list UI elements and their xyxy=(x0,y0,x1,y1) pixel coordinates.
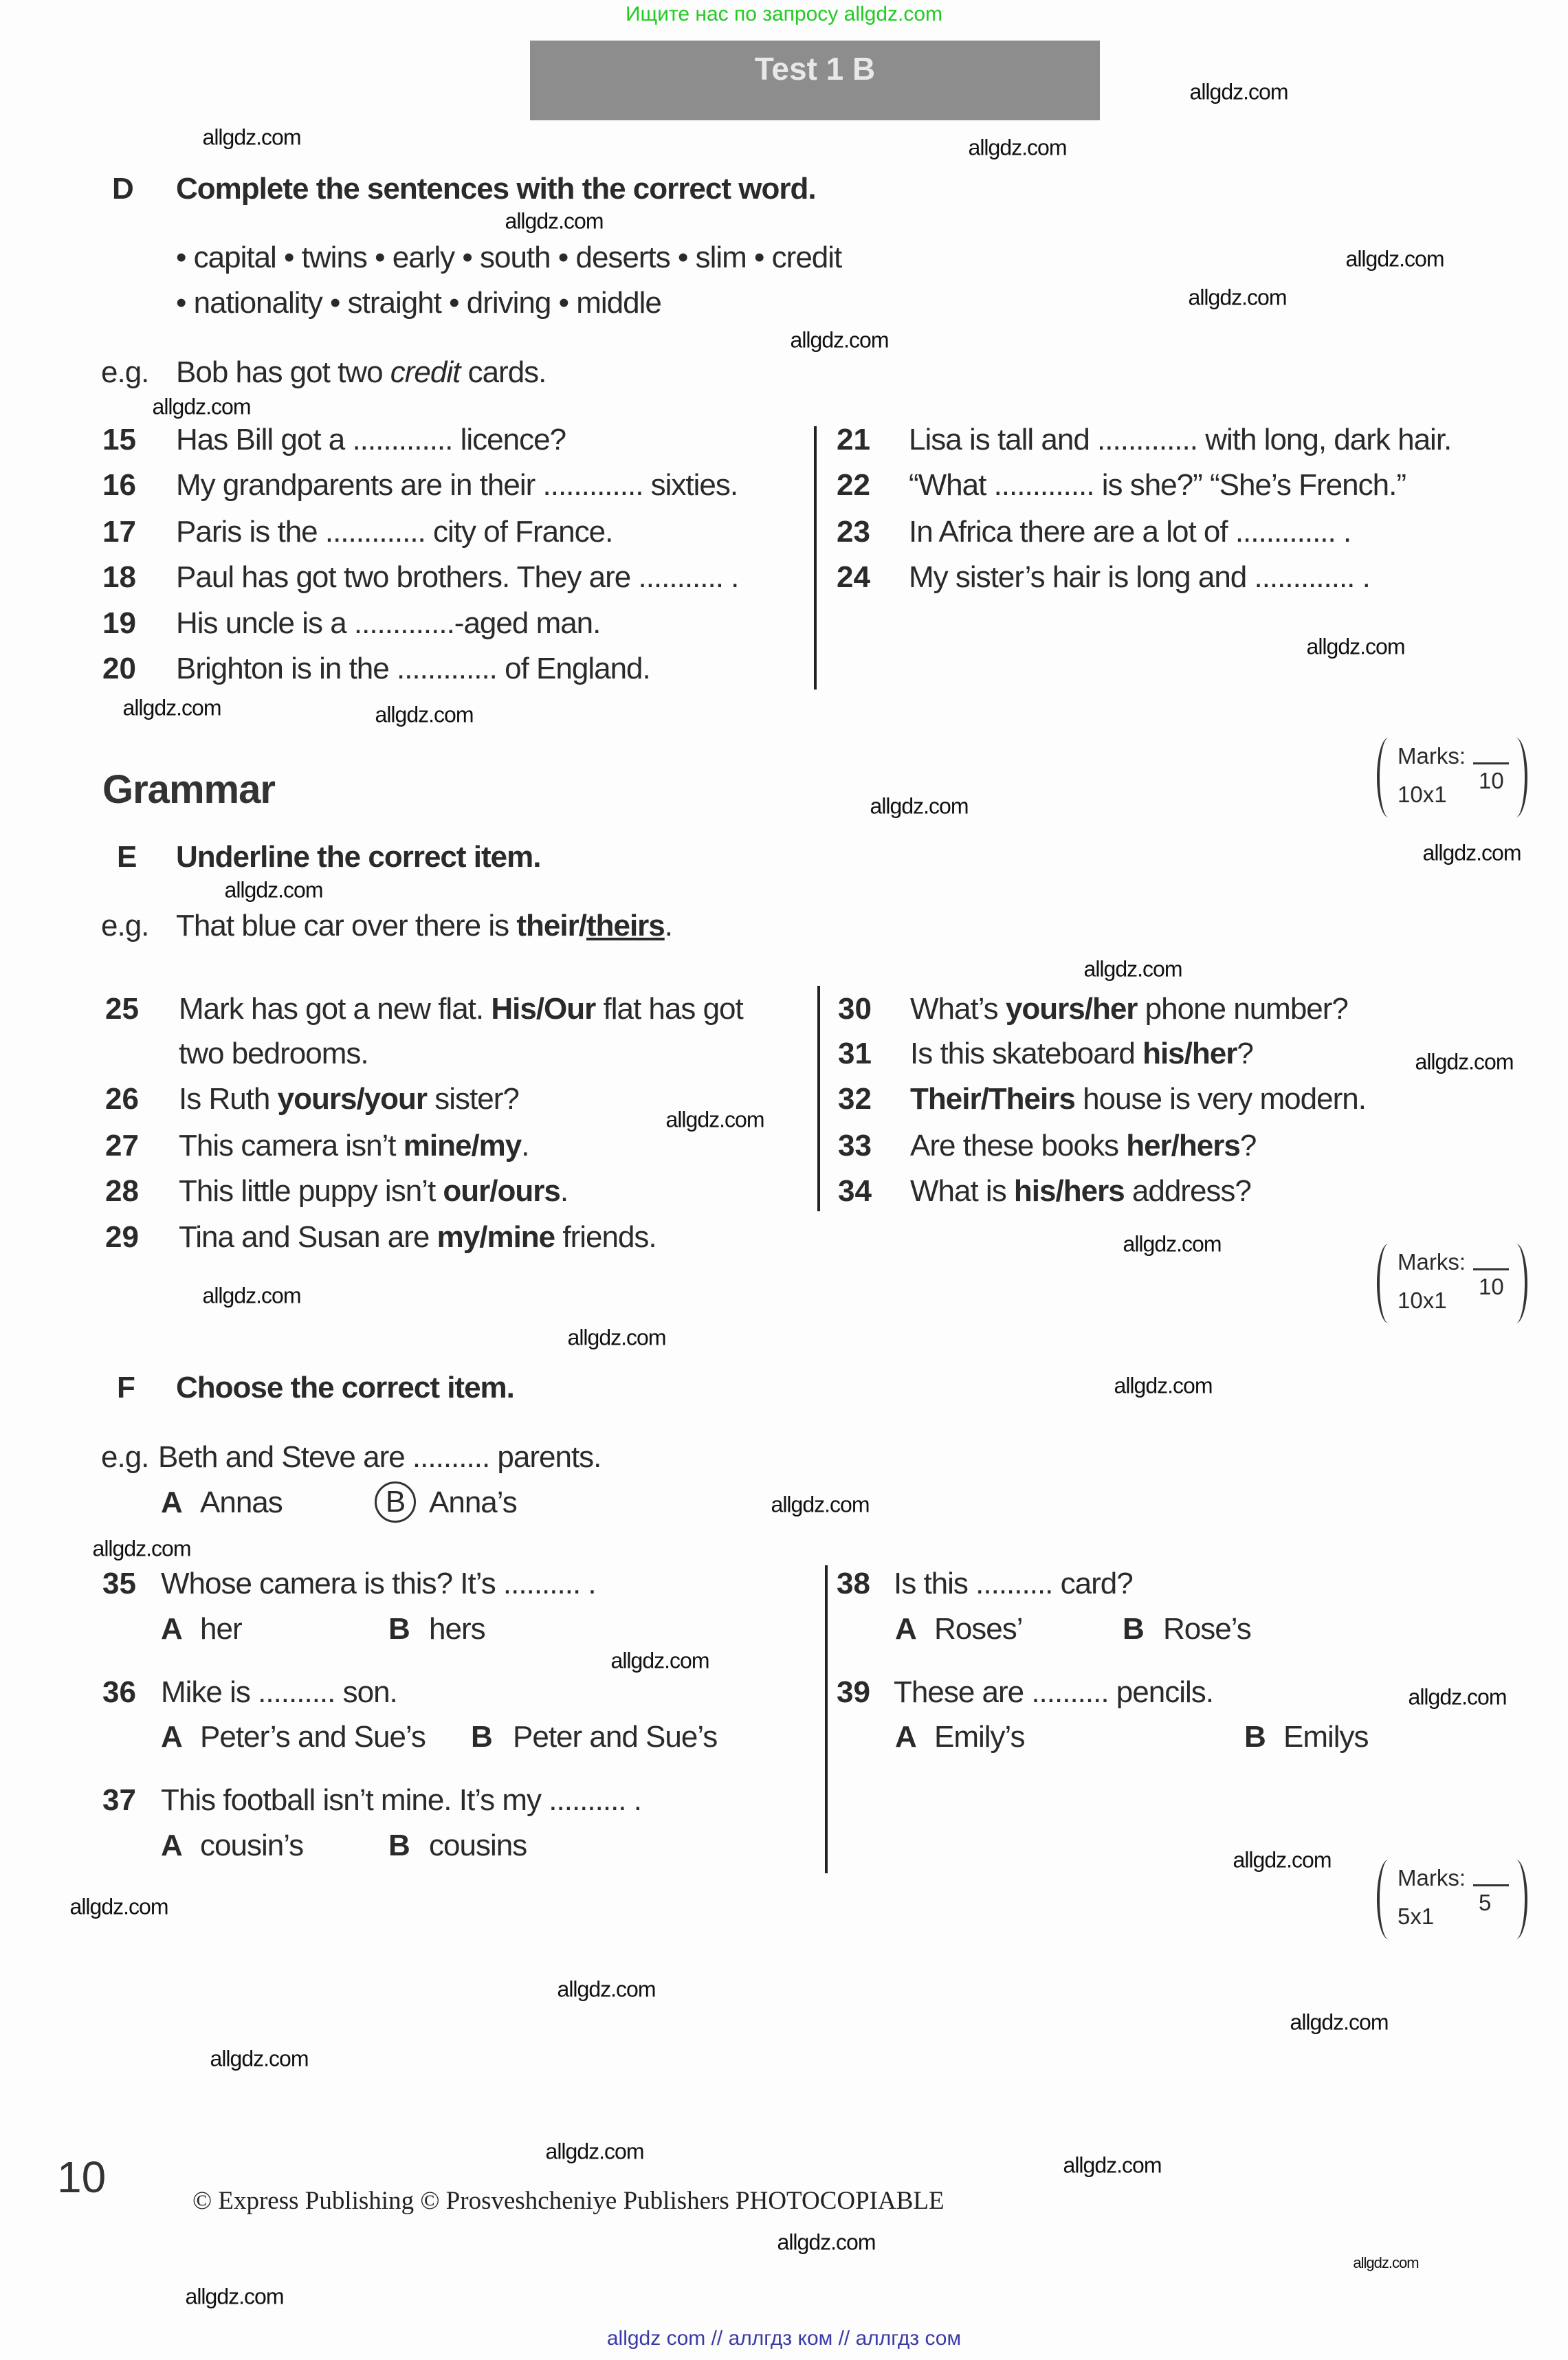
question-text: Whose camera is this? It’s .......... . xyxy=(161,1567,596,1600)
page-number: 10 xyxy=(57,2152,107,2202)
marks-label: Marks: xyxy=(1398,1865,1466,1890)
question-number: 28 xyxy=(105,1174,139,1208)
question-number: 37 xyxy=(102,1783,136,1817)
question-number: 36 xyxy=(102,1675,136,1709)
question-number: 35 xyxy=(102,1567,136,1600)
watermark: allgdz.com xyxy=(1290,2009,1389,2035)
question-number: 21 xyxy=(837,423,870,456)
question-text: Is this .......... card? xyxy=(894,1567,1133,1600)
question-text[interactable]: My grandparents are in their ............. sixties. xyxy=(176,468,738,502)
watermark: allgdz.com xyxy=(567,1325,666,1350)
example-label: e.g. xyxy=(101,355,149,389)
watermark: allgdz.com xyxy=(1353,2254,1419,2271)
column-divider xyxy=(817,986,820,1211)
option-letter: A xyxy=(161,1486,183,1519)
column-divider xyxy=(814,426,817,690)
option-b[interactable]: cousins xyxy=(429,1829,527,1862)
question-number: 15 xyxy=(102,423,136,456)
option-b-letter[interactable]: B xyxy=(1123,1612,1145,1646)
option-a[interactable]: cousin’s xyxy=(200,1829,304,1862)
question-text[interactable]: Paul has got two brothers. They are ........... . xyxy=(176,560,739,594)
watermark: allgdz.com xyxy=(69,1894,168,1919)
option-b-letter[interactable]: B xyxy=(388,1612,410,1646)
question-number: 32 xyxy=(838,1082,872,1116)
bottom-watermark-line[interactable]: allgdz com // аллгдз ком // аллгдз сом xyxy=(606,2327,962,2350)
option-a[interactable]: Peter’s and Sue’s xyxy=(200,1720,426,1754)
question-text-continued: two bedrooms. xyxy=(179,1037,368,1070)
marks-max: 10 xyxy=(1479,1274,1504,1299)
question-number: 27 xyxy=(105,1129,139,1162)
section-letter: E xyxy=(117,840,137,874)
question-text: This football isn’t mine. It’s my .......... . xyxy=(161,1783,641,1817)
question-number: 25 xyxy=(105,992,139,1026)
watermark: allgdz.com xyxy=(968,135,1067,160)
question-text[interactable]: His uncle is a .............-aged man. xyxy=(176,606,601,640)
question-number: 30 xyxy=(838,992,872,1026)
question-text[interactable]: Paris is the ............. city of France. xyxy=(176,515,613,549)
question-text[interactable]: This little puppy isn’t our/ours. xyxy=(179,1174,568,1208)
word-bank-line: • nationality • straight • driving • middle xyxy=(176,286,661,320)
section-instruction: Choose the correct item. xyxy=(176,1371,514,1404)
marks-label: Marks: xyxy=(1398,1249,1466,1275)
option-a-letter[interactable]: A xyxy=(161,1612,183,1646)
watermark: allgdz.com xyxy=(1083,956,1182,982)
watermark: allgdz.com xyxy=(202,1283,301,1308)
section-instruction: Underline the correct item. xyxy=(176,840,541,874)
marks-calc: 10x1 xyxy=(1398,1288,1447,1313)
option-a[interactable]: Emily’s xyxy=(934,1720,1025,1754)
watermark: allgdz.com xyxy=(375,702,474,727)
watermark: allgdz.com xyxy=(1345,246,1444,272)
watermark: allgdz.com xyxy=(777,2229,876,2255)
watermark: allgdz.com xyxy=(224,877,323,903)
marks-box xyxy=(1377,1860,1527,1942)
option-a-letter[interactable]: A xyxy=(161,1720,183,1754)
example-sentence: Beth and Steve are .......... parents. xyxy=(158,1440,601,1474)
watermark: allgdz.com xyxy=(1114,1373,1213,1398)
option-b-letter[interactable]: B xyxy=(1244,1720,1266,1754)
question-number: 39 xyxy=(837,1675,870,1709)
option-a[interactable]: Roses’ xyxy=(934,1612,1023,1646)
option-b[interactable]: hers xyxy=(429,1612,485,1646)
option-b-letter[interactable]: B xyxy=(471,1720,493,1754)
question-number: 26 xyxy=(105,1082,139,1116)
watermark: allgdz.com xyxy=(1189,79,1288,104)
watermark: allgdz.com xyxy=(610,1648,709,1673)
question-number: 38 xyxy=(837,1567,870,1600)
question-text[interactable]: Has Bill got a ............. licence? xyxy=(176,423,566,456)
option-a[interactable]: her xyxy=(200,1612,242,1646)
question-text[interactable]: Is Ruth yours/your sister? xyxy=(179,1082,519,1116)
example-sentence: That blue car over there is their/theirs. xyxy=(176,909,672,942)
watermark: allgdz.com xyxy=(1123,1231,1222,1257)
section-letter: F xyxy=(117,1371,135,1404)
option-b[interactable]: Peter and Sue’s xyxy=(513,1720,718,1754)
watermark: allgdz.com xyxy=(185,2284,284,2309)
question-text[interactable]: Tina and Susan are my/mine friends. xyxy=(179,1220,656,1254)
question-text[interactable]: What’s yours/her phone number? xyxy=(910,992,1348,1026)
option-b-letter[interactable]: B xyxy=(388,1829,410,1862)
watermark: allgdz.com xyxy=(665,1107,764,1132)
grammar-heading: Grammar xyxy=(102,767,275,812)
question-number: 23 xyxy=(837,515,870,549)
question-number: 29 xyxy=(105,1220,139,1254)
watermark: allgdz.com xyxy=(790,327,889,353)
marks-label: Marks: xyxy=(1398,743,1466,769)
question-text[interactable]: “What ............. is she?” “She’s French.” xyxy=(909,468,1406,502)
option-b[interactable]: Rose’s xyxy=(1163,1612,1251,1646)
top-search-banner[interactable]: Ищите нас по запросу allgdz.com xyxy=(625,3,943,25)
option-letter-circled: B xyxy=(375,1481,416,1523)
option-a-letter[interactable]: A xyxy=(895,1612,917,1646)
watermark: allgdz.com xyxy=(1188,285,1287,310)
watermark: allgdz.com xyxy=(771,1492,870,1517)
question-number: 33 xyxy=(838,1129,872,1162)
option-b[interactable]: Emilys xyxy=(1283,1720,1369,1754)
marks-box xyxy=(1377,1244,1527,1326)
marks-max: 10 xyxy=(1479,768,1504,793)
column-divider xyxy=(825,1565,828,1873)
watermark: allgdz.com xyxy=(210,2046,309,2071)
watermark: allgdz.com xyxy=(122,695,221,720)
test-title-box xyxy=(530,41,1100,120)
example-label: e.g. xyxy=(101,1440,149,1474)
watermark: allgdz.com xyxy=(152,394,251,419)
watermark: allgdz.com xyxy=(1408,1684,1507,1710)
question-text[interactable]: Their/Theirs house is very modern. xyxy=(910,1082,1366,1116)
marks-box xyxy=(1377,738,1527,820)
marks-max: 5 xyxy=(1479,1890,1492,1915)
watermark: allgdz.com xyxy=(1063,2152,1162,2178)
question-text: These are .......... pencils. xyxy=(894,1675,1213,1709)
question-number: 16 xyxy=(102,468,136,502)
option-a-letter[interactable]: A xyxy=(895,1720,917,1754)
watermark: allgdz.com xyxy=(1415,1049,1514,1074)
watermark: allgdz.com xyxy=(505,208,604,234)
watermark: allgdz.com xyxy=(557,1976,656,2002)
question-number: 17 xyxy=(102,515,136,549)
watermark: allgdz.com xyxy=(1422,840,1521,865)
test-title: Test 1 B xyxy=(754,51,876,87)
question-text: Mike is .......... son. xyxy=(161,1675,397,1709)
question-text[interactable]: In Africa there are a lot of ............. . xyxy=(909,515,1351,549)
watermark: allgdz.com xyxy=(202,124,301,150)
example-sentence: Bob has got two credit cards. xyxy=(176,355,546,389)
question-number: 31 xyxy=(838,1037,872,1070)
question-number: 18 xyxy=(102,560,136,594)
question-text[interactable]: Mark has got a new flat. His/Our flat has got xyxy=(179,992,743,1026)
watermark: allgdz.com xyxy=(545,2139,644,2164)
question-text[interactable]: Is this skateboard his/her? xyxy=(910,1037,1253,1070)
watermark: allgdz.com xyxy=(870,793,969,819)
question-number: 34 xyxy=(838,1174,872,1208)
question-text[interactable]: Brighton is in the ............. of England. xyxy=(176,652,650,685)
option-text: Anna’s xyxy=(429,1486,517,1519)
question-text[interactable]: What is his/hers address? xyxy=(910,1174,1251,1208)
question-text[interactable]: Are these books her/hers? xyxy=(910,1129,1257,1162)
marks-calc: 10x1 xyxy=(1398,782,1447,807)
word-bank-line: • capital • twins • early • south • deserts • slim • credit xyxy=(176,241,842,274)
copyright-footer: © Express Publishing © Prosveshcheniye Publishers PHOTOCOPIABLE xyxy=(192,2187,945,2215)
question-number: 24 xyxy=(837,560,870,594)
question-text[interactable]: My sister’s hair is long and ............. . xyxy=(909,560,1370,594)
question-text[interactable]: Lisa is tall and ............. with long, dark hair. xyxy=(909,423,1452,456)
section-instruction: Complete the sentences with the correct word. xyxy=(176,172,816,206)
watermark: allgdz.com xyxy=(1233,1847,1332,1873)
option-a-letter[interactable]: A xyxy=(161,1829,183,1862)
question-number: 22 xyxy=(837,468,870,502)
watermark: allgdz.com xyxy=(1306,634,1405,659)
marks-calc: 5x1 xyxy=(1398,1904,1435,1929)
section-letter: D xyxy=(112,172,133,206)
question-number: 19 xyxy=(102,606,136,640)
watermark: allgdz.com xyxy=(92,1536,191,1561)
option-text: Annas xyxy=(200,1486,283,1519)
question-text[interactable]: This camera isn’t mine/my. xyxy=(179,1129,529,1162)
question-number: 20 xyxy=(102,652,136,685)
example-label: e.g. xyxy=(101,909,149,942)
